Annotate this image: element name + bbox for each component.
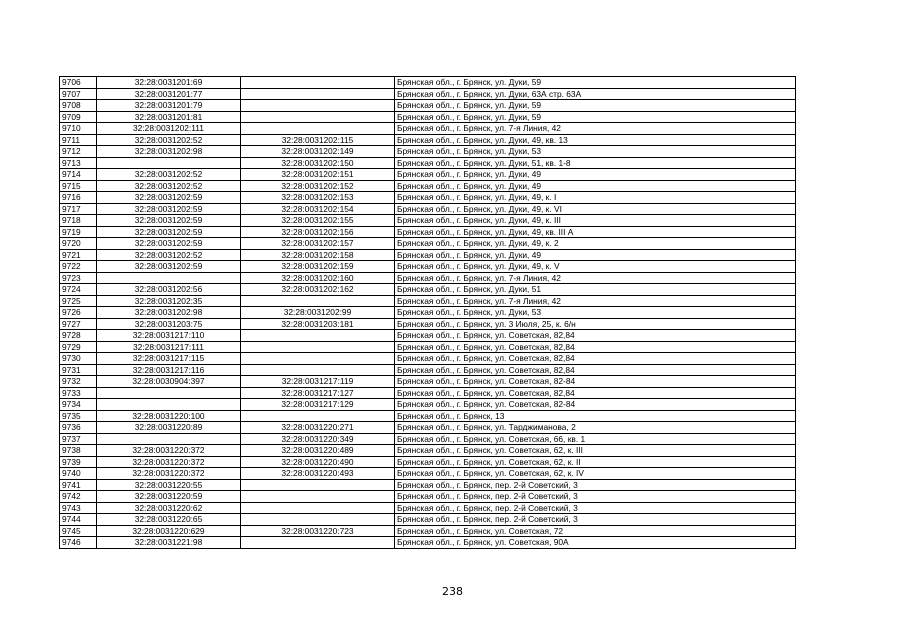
address-cell: Брянская обл., г. Брянск, ул. 7-я Линия, 42 bbox=[395, 295, 796, 307]
address-cell: Брянская обл., г. Брянск, ул. Советская, 90А bbox=[395, 537, 796, 549]
related-cadastral-number-cell bbox=[241, 100, 395, 112]
related-cadastral-number-cell: 32:28:0031203:181 bbox=[241, 318, 395, 330]
cadastral-number-cell: 32:28:0031201:79 bbox=[97, 100, 241, 112]
address-cell: Брянская обл., г. Брянск, ул. Дуки, 49, кв. III А bbox=[395, 226, 796, 238]
table-row bbox=[60, 364, 796, 376]
cadastral-number-cell: 32:28:0031201:69 bbox=[97, 77, 241, 89]
related-cadastral-number-cell: 32:28:0031220:489 bbox=[241, 445, 395, 457]
row-number-cell: 9744 bbox=[60, 514, 97, 526]
row-number-cell: 9715 bbox=[60, 180, 97, 192]
cadastral-number-cell: 32:28:0031202:52 bbox=[97, 180, 241, 192]
row-number-cell: 9706 bbox=[60, 77, 97, 89]
row-number-cell: 9742 bbox=[60, 491, 97, 503]
address-cell: Брянская обл., г. Брянск, пер. 2-й Советский, 3 bbox=[395, 514, 796, 526]
address-cell: Брянская обл., г. Брянск, ул. Дуки, 51, кв. 1-8 bbox=[395, 157, 796, 169]
cadastral-number-cell: 32:28:0031202:111 bbox=[97, 123, 241, 135]
cadastral-number-cell: 32:28:0031201:81 bbox=[97, 111, 241, 123]
row-number-cell: 9730 bbox=[60, 353, 97, 365]
table-row bbox=[60, 180, 796, 192]
address-cell: Брянская обл., г. Брянск, ул. Дуки, 59 bbox=[395, 77, 796, 89]
cadastral-number-cell: 32:28:0031220:55 bbox=[97, 479, 241, 491]
cadastral-number-cell: 32:28:0031202:59 bbox=[97, 192, 241, 204]
table-row bbox=[60, 341, 796, 353]
row-number-cell: 9745 bbox=[60, 525, 97, 537]
address-cell: Брянская обл., г. Брянск, ул. Дуки, 63А стр. 63А bbox=[395, 88, 796, 100]
related-cadastral-number-cell bbox=[241, 111, 395, 123]
cadastral-number-cell: 32:28:0031220:372 bbox=[97, 445, 241, 457]
address-cell: Брянская обл., г. Брянск, ул. Дуки, 53 bbox=[395, 307, 796, 319]
row-number-cell: 9713 bbox=[60, 157, 97, 169]
table-row bbox=[60, 295, 796, 307]
address-cell: Брянская обл., г. Брянск, ул. Советская, 82,84 bbox=[395, 330, 796, 342]
cadastral-number-cell: 32:28:0031202:59 bbox=[97, 203, 241, 215]
cadastral-number-cell: 32:28:0031220:89 bbox=[97, 422, 241, 434]
address-cell: Брянская обл., г. Брянск, ул. Советская, 82,84 bbox=[395, 341, 796, 353]
cadastral-number-cell: 32:28:0031202:59 bbox=[97, 238, 241, 250]
table-row bbox=[60, 249, 796, 261]
table-row bbox=[60, 226, 796, 238]
table-row bbox=[60, 353, 796, 365]
cadastral-number-cell bbox=[97, 399, 241, 411]
related-cadastral-number-cell: 32:28:0031202:155 bbox=[241, 215, 395, 227]
table-row bbox=[60, 445, 796, 457]
related-cadastral-number-cell bbox=[241, 491, 395, 503]
cadastral-number-cell: 32:28:0031217:115 bbox=[97, 353, 241, 365]
related-cadastral-number-cell: 32:28:0031217:127 bbox=[241, 387, 395, 399]
cadastral-number-cell bbox=[97, 433, 241, 445]
row-number-cell: 9734 bbox=[60, 399, 97, 411]
cadastral-number-cell: 32:28:0031202:59 bbox=[97, 215, 241, 227]
address-cell: Брянская обл., г. Брянск, ул. Советская, 62, к. III bbox=[395, 445, 796, 457]
related-cadastral-number-cell: 32:28:0031220:349 bbox=[241, 433, 395, 445]
cadastral-number-cell: 32:28:0030904:397 bbox=[97, 376, 241, 388]
row-number-cell: 9722 bbox=[60, 261, 97, 273]
address-cell: Брянская обл., г. Брянск, ул. Дуки, 53 bbox=[395, 146, 796, 158]
related-cadastral-number-cell: 32:28:0031202:162 bbox=[241, 284, 395, 296]
related-cadastral-number-cell bbox=[241, 514, 395, 526]
table-row bbox=[60, 387, 796, 399]
address-cell: Брянская обл., г. Брянск, ул. Советская, 82,84 bbox=[395, 353, 796, 365]
related-cadastral-number-cell: 32:28:0031202:158 bbox=[241, 249, 395, 261]
related-cadastral-number-cell bbox=[241, 479, 395, 491]
related-cadastral-number-cell bbox=[241, 410, 395, 422]
related-cadastral-number-cell: 32:28:0031202:99 bbox=[241, 307, 395, 319]
row-number-cell: 9731 bbox=[60, 364, 97, 376]
table-row bbox=[60, 399, 796, 411]
cadastral-number-cell: 32:28:0031221:98 bbox=[97, 537, 241, 549]
table-row bbox=[60, 134, 796, 146]
table-row bbox=[60, 433, 796, 445]
row-number-cell: 9709 bbox=[60, 111, 97, 123]
table-row bbox=[60, 491, 796, 503]
table-row bbox=[60, 169, 796, 181]
address-cell: Брянская обл., г. Брянск, ул. Советская, 62, к. II bbox=[395, 456, 796, 468]
related-cadastral-number-cell: 32:28:0031202:151 bbox=[241, 169, 395, 181]
table-row bbox=[60, 307, 796, 319]
row-number-cell: 9724 bbox=[60, 284, 97, 296]
table-row bbox=[60, 238, 796, 250]
cadastral-number-cell bbox=[97, 157, 241, 169]
address-cell: Брянская обл., г. Брянск, 13 bbox=[395, 410, 796, 422]
cadastral-number-cell: 32:28:0031220:62 bbox=[97, 502, 241, 514]
table-row bbox=[60, 479, 796, 491]
row-number-cell: 9737 bbox=[60, 433, 97, 445]
address-cell: Брянская обл., г. Брянск, пер. 2-й Советский, 3 bbox=[395, 479, 796, 491]
cadastral-number-cell: 32:28:0031220:100 bbox=[97, 410, 241, 422]
table-row bbox=[60, 203, 796, 215]
table-row bbox=[60, 157, 796, 169]
row-number-cell: 9719 bbox=[60, 226, 97, 238]
table-row bbox=[60, 261, 796, 273]
table-row bbox=[60, 330, 796, 342]
table-row bbox=[60, 215, 796, 227]
row-number-cell: 9735 bbox=[60, 410, 97, 422]
address-cell: Брянская обл., г. Брянск, ул. Дуки, 59 bbox=[395, 111, 796, 123]
row-number-cell: 9738 bbox=[60, 445, 97, 457]
address-cell: Брянская обл., г. Брянск, ул. Советская, 66, кв. 1 bbox=[395, 433, 796, 445]
address-cell: Брянская обл., г. Брянск, пер. 2-й Советский, 3 bbox=[395, 502, 796, 514]
related-cadastral-number-cell: 32:28:0031202:150 bbox=[241, 157, 395, 169]
row-number-cell: 9718 bbox=[60, 215, 97, 227]
cadastral-number-cell: 32:28:0031201:77 bbox=[97, 88, 241, 100]
table-row bbox=[60, 318, 796, 330]
related-cadastral-number-cell bbox=[241, 364, 395, 376]
table-row bbox=[60, 537, 796, 549]
cadastral-number-cell: 32:28:0031203:75 bbox=[97, 318, 241, 330]
related-cadastral-number-cell: 32:28:0031202:160 bbox=[241, 272, 395, 284]
related-cadastral-number-cell: 32:28:0031217:129 bbox=[241, 399, 395, 411]
row-number-cell: 9723 bbox=[60, 272, 97, 284]
table-row bbox=[60, 376, 796, 388]
related-cadastral-number-cell bbox=[241, 353, 395, 365]
row-number-cell: 9710 bbox=[60, 123, 97, 135]
table-row bbox=[60, 192, 796, 204]
table-row bbox=[60, 100, 796, 112]
related-cadastral-number-cell: 32:28:0031202:154 bbox=[241, 203, 395, 215]
row-number-cell: 9712 bbox=[60, 146, 97, 158]
table-row bbox=[60, 525, 796, 537]
address-cell: Брянская обл., г. Брянск, ул. 3 Июля, 25, к. 6/н bbox=[395, 318, 796, 330]
address-cell: Брянская обл., г. Брянск, ул. 7-я Линия, 42 bbox=[395, 272, 796, 284]
cadastral-number-cell: 32:28:0031202:98 bbox=[97, 307, 241, 319]
registry-table bbox=[59, 76, 796, 549]
related-cadastral-number-cell: 32:28:0031202:157 bbox=[241, 238, 395, 250]
address-cell: Брянская обл., г. Брянск, ул. Советская, 82,84 bbox=[395, 387, 796, 399]
table-row bbox=[60, 284, 796, 296]
related-cadastral-number-cell bbox=[241, 88, 395, 100]
related-cadastral-number-cell bbox=[241, 77, 395, 89]
address-cell: Брянская обл., г. Брянск, ул. Дуки, 49 bbox=[395, 180, 796, 192]
row-number-cell: 9707 bbox=[60, 88, 97, 100]
cadastral-number-cell: 32:28:0031220:65 bbox=[97, 514, 241, 526]
address-cell: Брянская обл., г. Брянск, ул. Дуки, 49, к. III bbox=[395, 215, 796, 227]
cadastral-number-cell: 32:28:0031202:52 bbox=[97, 169, 241, 181]
related-cadastral-number-cell: 32:28:0031202:153 bbox=[241, 192, 395, 204]
cadastral-number-cell: 32:28:0031202:35 bbox=[97, 295, 241, 307]
related-cadastral-number-cell: 32:28:0031220:271 bbox=[241, 422, 395, 434]
related-cadastral-number-cell bbox=[241, 341, 395, 353]
address-cell: Брянская обл., г. Брянск, ул. Советская, 82,84 bbox=[395, 364, 796, 376]
registry-table-body bbox=[60, 77, 796, 549]
cadastral-number-cell: 32:28:0031217:110 bbox=[97, 330, 241, 342]
cadastral-number-cell: 32:28:0031202:59 bbox=[97, 261, 241, 273]
related-cadastral-number-cell: 32:28:0031202:152 bbox=[241, 180, 395, 192]
related-cadastral-number-cell bbox=[241, 502, 395, 514]
related-cadastral-number-cell: 32:28:0031217:119 bbox=[241, 376, 395, 388]
row-number-cell: 9746 bbox=[60, 537, 97, 549]
row-number-cell: 9720 bbox=[60, 238, 97, 250]
address-cell: Брянская обл., г. Брянск, ул. Дуки, 49, кв. 13 bbox=[395, 134, 796, 146]
cadastral-number-cell: 32:28:0031202:59 bbox=[97, 226, 241, 238]
address-cell: Брянская обл., г. Брянск, ул. Дуки, 49, к. VI bbox=[395, 203, 796, 215]
row-number-cell: 9732 bbox=[60, 376, 97, 388]
row-number-cell: 9726 bbox=[60, 307, 97, 319]
table-row bbox=[60, 456, 796, 468]
cadastral-number-cell: 32:28:0031202:98 bbox=[97, 146, 241, 158]
related-cadastral-number-cell: 32:28:0031202:115 bbox=[241, 134, 395, 146]
row-number-cell: 9725 bbox=[60, 295, 97, 307]
related-cadastral-number-cell bbox=[241, 537, 395, 549]
related-cadastral-number-cell: 32:28:0031202:149 bbox=[241, 146, 395, 158]
row-number-cell: 9739 bbox=[60, 456, 97, 468]
table-row bbox=[60, 410, 796, 422]
row-number-cell: 9743 bbox=[60, 502, 97, 514]
table-row bbox=[60, 123, 796, 135]
related-cadastral-number-cell: 32:28:0031220:490 bbox=[241, 456, 395, 468]
row-number-cell: 9736 bbox=[60, 422, 97, 434]
row-number-cell: 9740 bbox=[60, 468, 97, 480]
row-number-cell: 9711 bbox=[60, 134, 97, 146]
cadastral-number-cell: 32:28:0031217:111 bbox=[97, 341, 241, 353]
row-number-cell: 9741 bbox=[60, 479, 97, 491]
table-row bbox=[60, 468, 796, 480]
cadastral-number-cell: 32:28:0031202:52 bbox=[97, 249, 241, 261]
address-cell: Брянская обл., г. Брянск, пер. 2-й Советский, 3 bbox=[395, 491, 796, 503]
address-cell: Брянская обл., г. Брянск, ул. 7-я Линия, 42 bbox=[395, 123, 796, 135]
address-cell: Брянская обл., г. Брянск, ул. Дуки, 49, к. I bbox=[395, 192, 796, 204]
table-row bbox=[60, 88, 796, 100]
cadastral-number-cell: 32:28:0031220:372 bbox=[97, 456, 241, 468]
address-cell: Брянская обл., г. Брянск, ул. Советская, 62, к. IV bbox=[395, 468, 796, 480]
related-cadastral-number-cell: 32:28:0031202:156 bbox=[241, 226, 395, 238]
row-number-cell: 9728 bbox=[60, 330, 97, 342]
address-cell: Брянская обл., г. Брянск, ул. Тарджиманова, 2 bbox=[395, 422, 796, 434]
cadastral-number-cell: 32:28:0031202:52 bbox=[97, 134, 241, 146]
address-cell: Брянская обл., г. Брянск, ул. Дуки, 59 bbox=[395, 100, 796, 112]
related-cadastral-number-cell bbox=[241, 330, 395, 342]
row-number-cell: 9721 bbox=[60, 249, 97, 261]
related-cadastral-number-cell bbox=[241, 123, 395, 135]
row-number-cell: 9727 bbox=[60, 318, 97, 330]
row-number-cell: 9733 bbox=[60, 387, 97, 399]
row-number-cell: 9717 bbox=[60, 203, 97, 215]
address-cell: Брянская обл., г. Брянск, ул. Советская, 72 bbox=[395, 525, 796, 537]
table-row bbox=[60, 502, 796, 514]
row-number-cell: 9716 bbox=[60, 192, 97, 204]
related-cadastral-number-cell: 32:28:0031202:159 bbox=[241, 261, 395, 273]
address-cell: Брянская обл., г. Брянск, ул. Дуки, 49 bbox=[395, 169, 796, 181]
address-cell: Брянская обл., г. Брянск, ул. Дуки, 51 bbox=[395, 284, 796, 296]
page-number: 238 bbox=[442, 585, 463, 598]
table-row bbox=[60, 514, 796, 526]
table-row bbox=[60, 146, 796, 158]
address-cell: Брянская обл., г. Брянск, ул. Дуки, 49, к. V bbox=[395, 261, 796, 273]
cadastral-number-cell: 32:28:0031217:116 bbox=[97, 364, 241, 376]
address-cell: Брянская обл., г. Брянск, ул. Советская, 82-84 bbox=[395, 399, 796, 411]
address-cell: Брянская обл., г. Брянск, ул. Советская, 82-84 bbox=[395, 376, 796, 388]
related-cadastral-number-cell: 32:28:0031220:723 bbox=[241, 525, 395, 537]
address-cell: Брянская обл., г. Брянск, ул. Дуки, 49, к. 2 bbox=[395, 238, 796, 250]
row-number-cell: 9729 bbox=[60, 341, 97, 353]
cadastral-number-cell bbox=[97, 272, 241, 284]
cadastral-number-cell: 32:28:0031220:372 bbox=[97, 468, 241, 480]
cadastral-number-cell: 32:28:0031202:56 bbox=[97, 284, 241, 296]
address-cell: Брянская обл., г. Брянск, ул. Дуки, 49 bbox=[395, 249, 796, 261]
row-number-cell: 9714 bbox=[60, 169, 97, 181]
related-cadastral-number-cell bbox=[241, 295, 395, 307]
related-cadastral-number-cell: 32:28:0031220:493 bbox=[241, 468, 395, 480]
table-row bbox=[60, 422, 796, 434]
row-number-cell: 9708 bbox=[60, 100, 97, 112]
table-row bbox=[60, 111, 796, 123]
cadastral-number-cell: 32:28:0031220:59 bbox=[97, 491, 241, 503]
table-row bbox=[60, 272, 796, 284]
cadastral-number-cell: 32:28:0031220:629 bbox=[97, 525, 241, 537]
cadastral-number-cell bbox=[97, 387, 241, 399]
table-row bbox=[60, 77, 796, 89]
